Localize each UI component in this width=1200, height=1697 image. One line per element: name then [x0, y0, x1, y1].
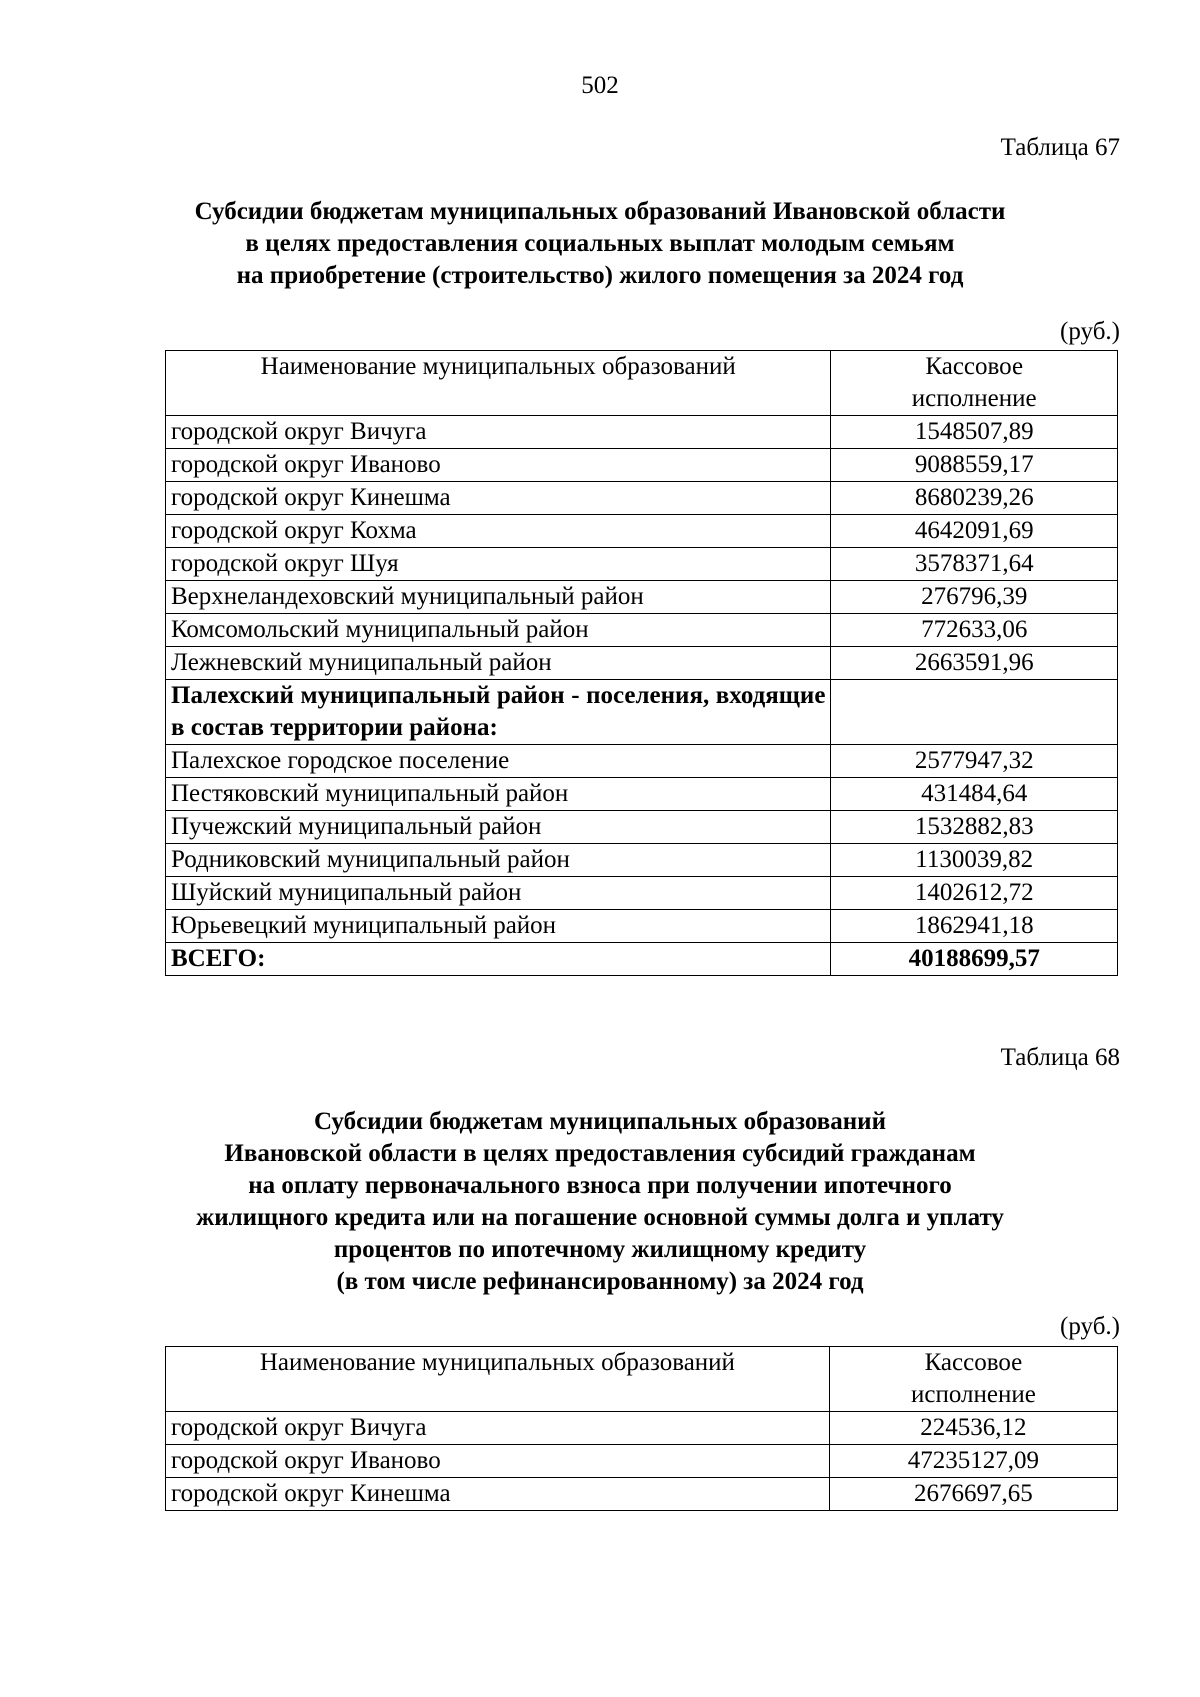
- row-name: Верхнеландеховский муниципальный район: [166, 581, 831, 614]
- title-line: Субсидии бюджетам муниципальных образований Ивановской области: [194, 198, 1006, 225]
- row-value: 4642091,69: [831, 515, 1118, 548]
- row-value: 47235127,09: [829, 1445, 1117, 1478]
- table-row: [166, 1445, 1118, 1478]
- table-68: [165, 1346, 1118, 1511]
- title-line: на приобретение (строительство) жилого помещения за 2024 год: [236, 262, 964, 289]
- table-67-unit: (руб.): [1060, 318, 1120, 345]
- header-value-line1: Кассовое: [924, 1349, 1023, 1376]
- row-name: городской округ Иваново: [166, 1445, 830, 1478]
- row-value: 3578371,64: [831, 548, 1118, 581]
- row-name: Юрьевецкий муниципальный район: [166, 910, 831, 943]
- table-row: [166, 614, 1118, 647]
- row-name: Палехское городское поселение: [166, 745, 831, 778]
- table-row: [166, 581, 1118, 614]
- row-value: 431484,64: [831, 778, 1118, 811]
- row-value: 1862941,18: [831, 910, 1118, 943]
- row-name: городской округ Вичуга: [166, 416, 831, 449]
- table-row: [166, 877, 1118, 910]
- row-name: Пестяковский муниципальный район: [166, 778, 831, 811]
- table-row: [166, 811, 1118, 844]
- row-name: городской округ Кинешма: [166, 1478, 830, 1511]
- row-value: 1130039,82: [831, 844, 1118, 877]
- row-value: 1532882,83: [831, 811, 1118, 844]
- table-row: [166, 416, 1118, 449]
- table-row: [166, 1412, 1118, 1445]
- row-name: городской округ Иваново: [166, 449, 831, 482]
- header-name: Наименование муниципальных образований: [166, 1347, 830, 1412]
- table-67-label: Таблица 67: [1000, 134, 1120, 161]
- row-value: 276796,39: [831, 581, 1118, 614]
- title-line: на оплату первоначального взноса при получении ипотечного: [248, 1172, 952, 1199]
- header-value-line1: Кассовое: [925, 353, 1024, 380]
- row-value: 2663591,96: [831, 647, 1118, 680]
- row-name: Пучежский муниципальный район: [166, 811, 831, 844]
- header-value-line2: исполнение: [911, 385, 1037, 412]
- header-value: [831, 351, 1118, 416]
- table-row: [166, 482, 1118, 515]
- table-67: [165, 350, 1118, 976]
- title-line: (в том числе рефинансированному) за 2024 год: [336, 1268, 864, 1295]
- table-group-row: [166, 680, 1118, 745]
- table-header-row: [166, 351, 1118, 416]
- table-header-row: [166, 1347, 1118, 1412]
- group-row-value: [831, 680, 1118, 745]
- row-name: Лежневский муниципальный район: [166, 647, 831, 680]
- header-value-line2: исполнение: [910, 1381, 1036, 1408]
- title-line: процентов по ипотечному жилищному кредиту: [333, 1236, 867, 1263]
- page-number: 502: [581, 72, 619, 99]
- row-name: Шуйский муниципальный район: [166, 877, 831, 910]
- total-name: ВСЕГО:: [166, 943, 831, 976]
- table-68-label: Таблица 68: [1000, 1044, 1120, 1071]
- row-value: 9088559,17: [831, 449, 1118, 482]
- table-row: [166, 647, 1118, 680]
- table-67-title: [120, 196, 1080, 292]
- header-value: [829, 1347, 1117, 1412]
- title-line: Ивановской области в целях предоставления субсидий гражданам: [224, 1140, 976, 1167]
- table-row: [166, 778, 1118, 811]
- row-name: Комсомольский муниципальный район: [166, 614, 831, 647]
- row-value: 2577947,32: [831, 745, 1118, 778]
- table-row: [166, 1478, 1118, 1511]
- table-row: [166, 910, 1118, 943]
- table-row: [166, 745, 1118, 778]
- table-68-unit: (руб.): [1060, 1313, 1120, 1340]
- row-name: городской округ Вичуга: [166, 1412, 830, 1445]
- row-value: 772633,06: [831, 614, 1118, 647]
- row-value: 1402612,72: [831, 877, 1118, 910]
- row-name: городской округ Кинешма: [166, 482, 831, 515]
- table-row: [166, 548, 1118, 581]
- title-line: Субсидии бюджетам муниципальных образований: [314, 1108, 886, 1135]
- row-value: 8680239,26: [831, 482, 1118, 515]
- header-name: Наименование муниципальных образований: [166, 351, 831, 416]
- title-line: в целях предоставления социальных выплат молодым семьям: [245, 230, 955, 257]
- table-row: [166, 844, 1118, 877]
- table-total-row: [166, 943, 1118, 976]
- row-value: 1548507,89: [831, 416, 1118, 449]
- group-row-name: Палехский муниципальный район - поселения, входящие в состав территории района:: [166, 680, 831, 745]
- row-name: городской округ Кохма: [166, 515, 831, 548]
- table-68-title: [120, 1106, 1080, 1298]
- table-row: [166, 515, 1118, 548]
- title-line: жилищного кредита или на погашение основной суммы долга и уплату: [196, 1204, 1004, 1231]
- row-value: 2676697,65: [829, 1478, 1117, 1511]
- row-name: городской округ Шуя: [166, 548, 831, 581]
- row-value: 224536,12: [829, 1412, 1117, 1445]
- row-name: Родниковский муниципальный район: [166, 844, 831, 877]
- total-value: 40188699,57: [831, 943, 1118, 976]
- table-row: [166, 449, 1118, 482]
